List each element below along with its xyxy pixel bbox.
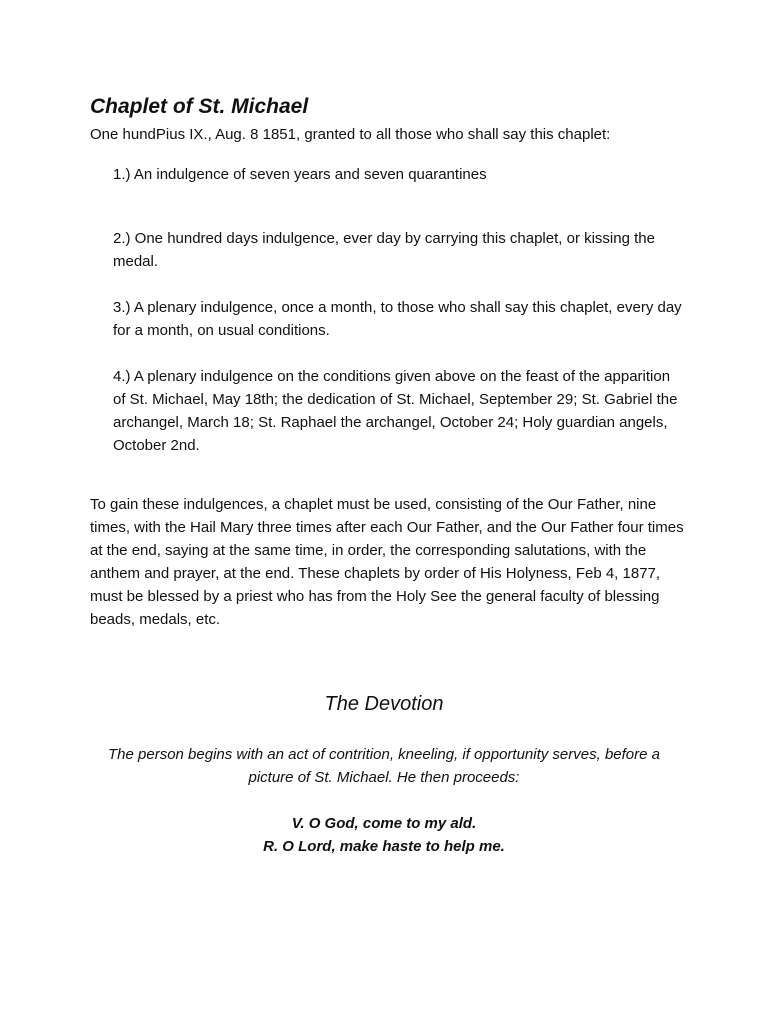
devotion-heading: The Devotion: [324, 693, 444, 715]
indulgence-item-4: 4.) A plenary indulgence on the conditions given above on the feast of the apparition of St. Michael, May 18th; the dedication of St. Michael, September 29; St. Gabriel the archangel, March 18; St. Raphael the archangel, October 24; Holy guardian angels, October 2nd.: [113, 368, 678, 454]
indulgence-item-3: 3.) A plenary indulgence, once a month, to those who shall say this chaplet, every day for a month, on usual conditions.: [113, 299, 682, 339]
indulgence-item-1: 1.) An indulgence of seven years and seven quarantines: [113, 166, 487, 183]
indulgence-item-2: 2.) One hundred days indulgence, ever day by carrying this chaplet, or kissing the medal.: [113, 230, 655, 270]
response-line: R. O Lord, make haste to help me.: [263, 838, 505, 855]
devotion-rubric: The person begins with an act of contrition, kneeling, if opportunity serves, before a picture of St. Michael. He then proceeds:: [108, 746, 660, 786]
versicle-line: V. O God, come to my ald.: [291, 815, 477, 832]
intro-line: One hundPius IX., Aug. 8 1851, granted to all those who shall say this chaplet:: [90, 126, 611, 143]
document-title: Chaplet of St. Michael: [90, 95, 309, 118]
indulgence-conditions-paragraph: To gain these indulgences, a chaplet must be used, consisting of the Our Father, nine times, with the Hail Mary three times after each Our Father, and the Our Father four times at the end, saying at the same time, in order, the corresponding salutations, with the anthem and prayer, at the end. These chaplets by order of His Holyness, Feb 4, 1877, must be blessed by a priest who has from the Holy See the general faculty of blessing beads, medals, etc.: [90, 496, 684, 628]
